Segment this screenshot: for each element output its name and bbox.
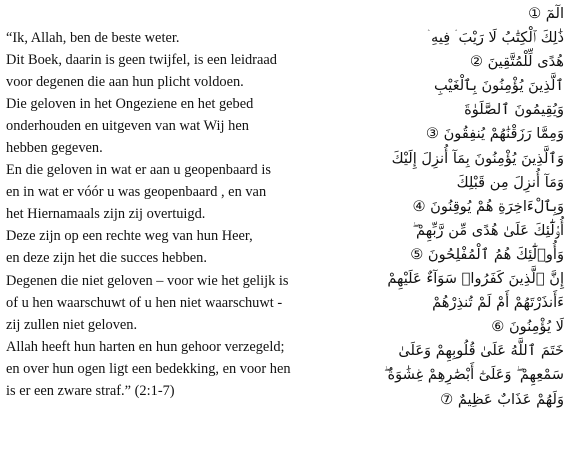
translation-line: Allah heeft hun harten en hun gehoor verzegeld; [6, 338, 285, 355]
arabic-line: وَيُقِيمُونَ ٱلصَّلَوٰةَ [464, 101, 564, 119]
arabic-line: ءَأَنذَرْتَهُمْ أَمْ لَمْ تُنذِرْهُمْ [432, 294, 564, 312]
dutch-translation [6, 27, 336, 402]
arabic-line: هُدًى لِّلْمُتَّقِينَ ② [469, 53, 564, 71]
translation-line: zij zullen niet geloven. [6, 316, 138, 333]
arabic-line: سَمْعِهِمْ ۖ وَعَلَىٰٓ أَبْصَٰرِهِمْ غِشَٰوَةٌ ۖ [383, 366, 564, 384]
translation-line: Die geloven in het Ongeziene en het gebed [6, 96, 254, 113]
translation-line: Degenen die niet geloven – voor wie het gelijk is [6, 272, 289, 289]
translation-line: of u hen waarschuwt of u hen niet waarschuwt - [6, 294, 283, 311]
translation-line: het Hiernamaals zijn zij overtuigd. [6, 206, 206, 223]
arabic-line: وَأُو۟لَٰٓئِكَ هُمُ ٱلْمُفْلِحُونَ ⑤ [410, 245, 564, 263]
translation-line: en in wat er vóór u was geopenbaard , en van [6, 184, 267, 201]
arabic-verses [349, 2, 564, 412]
translation-line: en over hun ogen ligt een bedekking, en voor hen [6, 360, 291, 377]
arabic-line: الٓمٓ ① [528, 5, 564, 22]
arabic-line: خَتَمَ ٱللَّهُ عَلَىٰ قُلُوبِهِمْ وَعَلَىٰ [398, 342, 564, 360]
arabic-line: أُو۟لَٰٓئِكَ عَلَىٰ هُدًى مِّن رَّبِّهِمْ ۖ [412, 221, 564, 239]
translation-line: “Ik, Allah, ben de beste weter. [6, 30, 180, 46]
translation-line: Dit Boek, daarin is geen twijfel, is een leidraad [6, 52, 277, 69]
arabic-line: ذَٰلِكَ ٱلْكِتَٰبُ لَا رَيْبَ ۛ فِيهِ ۛ [427, 29, 564, 47]
translation-line: Deze zijn op een rechte weg van hun Heer, [6, 228, 253, 245]
arabic-line: وَٱلَّذِينَ يُؤْمِنُونَ بِمَآ أُنزِلَ إِلَيْكَ [391, 149, 564, 167]
arabic-line: لَا يُؤْمِنُونَ ⑥ [491, 318, 564, 336]
arabic-line: ٱلَّذِينَ يُؤْمِنُونَ بِٱلْغَيْبِ [433, 77, 564, 95]
arabic-line: وَلَهُمْ عَذَابٌ عَظِيمٌ ⑦ [440, 390, 564, 408]
translation-line: hebben gegeven. [6, 140, 103, 157]
arabic-line: وَمَآ أُنزِلَ مِن قَبْلِكَ [456, 173, 564, 191]
arabic-line: وَمِمَّا رَزَقْنَٰهُمْ يُنفِقُونَ ③ [425, 125, 564, 143]
arabic-line: إِنَّ ٱلَّذِينَ كَفَرُوا۟ سَوَآءٌ عَلَيْهِمْ [387, 270, 564, 288]
translation-line: voor degenen die aan hun plicht voldoen. [6, 74, 244, 91]
translation-line: En die geloven in wat er aan u geopenbaard is [6, 162, 271, 179]
arabic-line: وَبِٱلْءَاخِرَةِ هُمْ يُوقِنُونَ ④ [412, 197, 564, 215]
translation-line: is er een zware straf.” (2:1-7) [6, 382, 175, 399]
translation-line: onderhouden en uitgeven van wat Wij hen [6, 118, 249, 135]
translation-line: en deze zijn het die succes hebben. [6, 250, 207, 267]
